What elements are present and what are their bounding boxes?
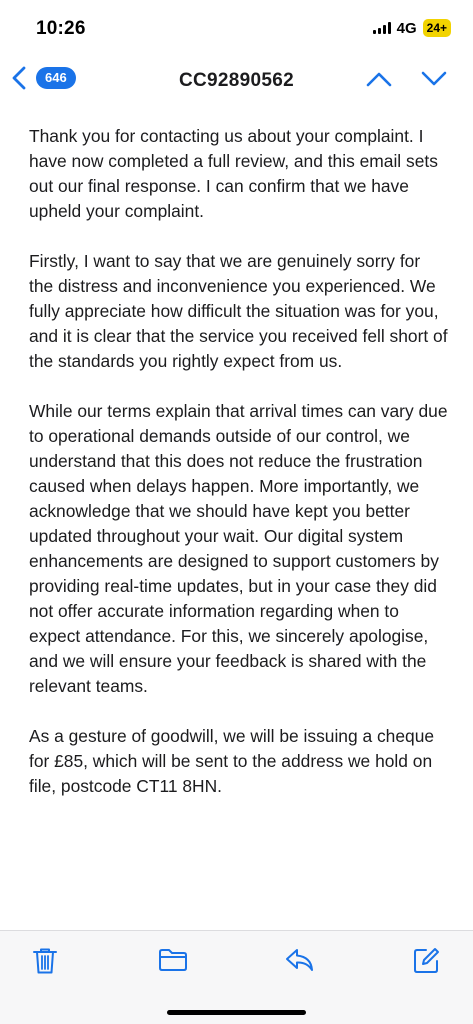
trash-icon (32, 947, 58, 975)
move-to-folder-button[interactable] (158, 947, 188, 973)
trash-button[interactable] (32, 947, 58, 975)
home-indicator[interactable] (167, 1010, 306, 1015)
chevron-down-icon (420, 70, 448, 88)
unread-count-badge: 646 (36, 67, 76, 89)
battery-indicator: 24+ (423, 19, 451, 37)
nav-bar (0, 54, 473, 106)
email-body (29, 124, 449, 824)
folder-icon (158, 947, 188, 973)
reply-button[interactable] (285, 947, 315, 973)
email-paragraph: Thank you for contacting us about your complaint. I have now completed a full review, and this email sets out our final response. I can confirm that we have upheld your complaint. (29, 126, 438, 221)
network-type: 4G (396, 19, 417, 37)
reply-icon (285, 947, 315, 973)
email-paragraph: As a gesture of goodwill, we will be issuing a cheque for £85, which will be sent to the address we hold on file, postcode CT11 8HN. (29, 726, 435, 796)
status-indicators (373, 19, 451, 37)
compose-icon (412, 947, 440, 975)
email-paragraph: Firstly, I want to say that we are genuinely sorry for the distress and inconvenience you experienced. We fully appreciate how difficult the situation was for you, and it is clear that the service you received fell short of the standards you rightly expect from us. (29, 251, 448, 371)
compose-button[interactable] (412, 947, 440, 975)
previous-message-button[interactable] (365, 70, 393, 93)
next-message-button[interactable] (420, 70, 448, 93)
chevron-up-icon (365, 70, 393, 88)
signal-icon (373, 22, 391, 34)
email-paragraph: While our terms explain that arrival times can vary due to operational demands outside of our control, we understand that this does not reduce the frustration caused when delays happen. More importantly, we acknowledge that we should have kept you better updated throughout your wait. Our digital system enhancements are designed to support customers by providing real-time updates, but in your case they did not offer accurate information regarding when to expect attendance. For this, we sincerely apologise, and we will ensure your feedback is shared with the relevant teams. (29, 401, 448, 696)
status-bar (0, 0, 473, 54)
message-title: CC92890562 (179, 70, 294, 91)
status-time: 10:26 (36, 18, 86, 39)
